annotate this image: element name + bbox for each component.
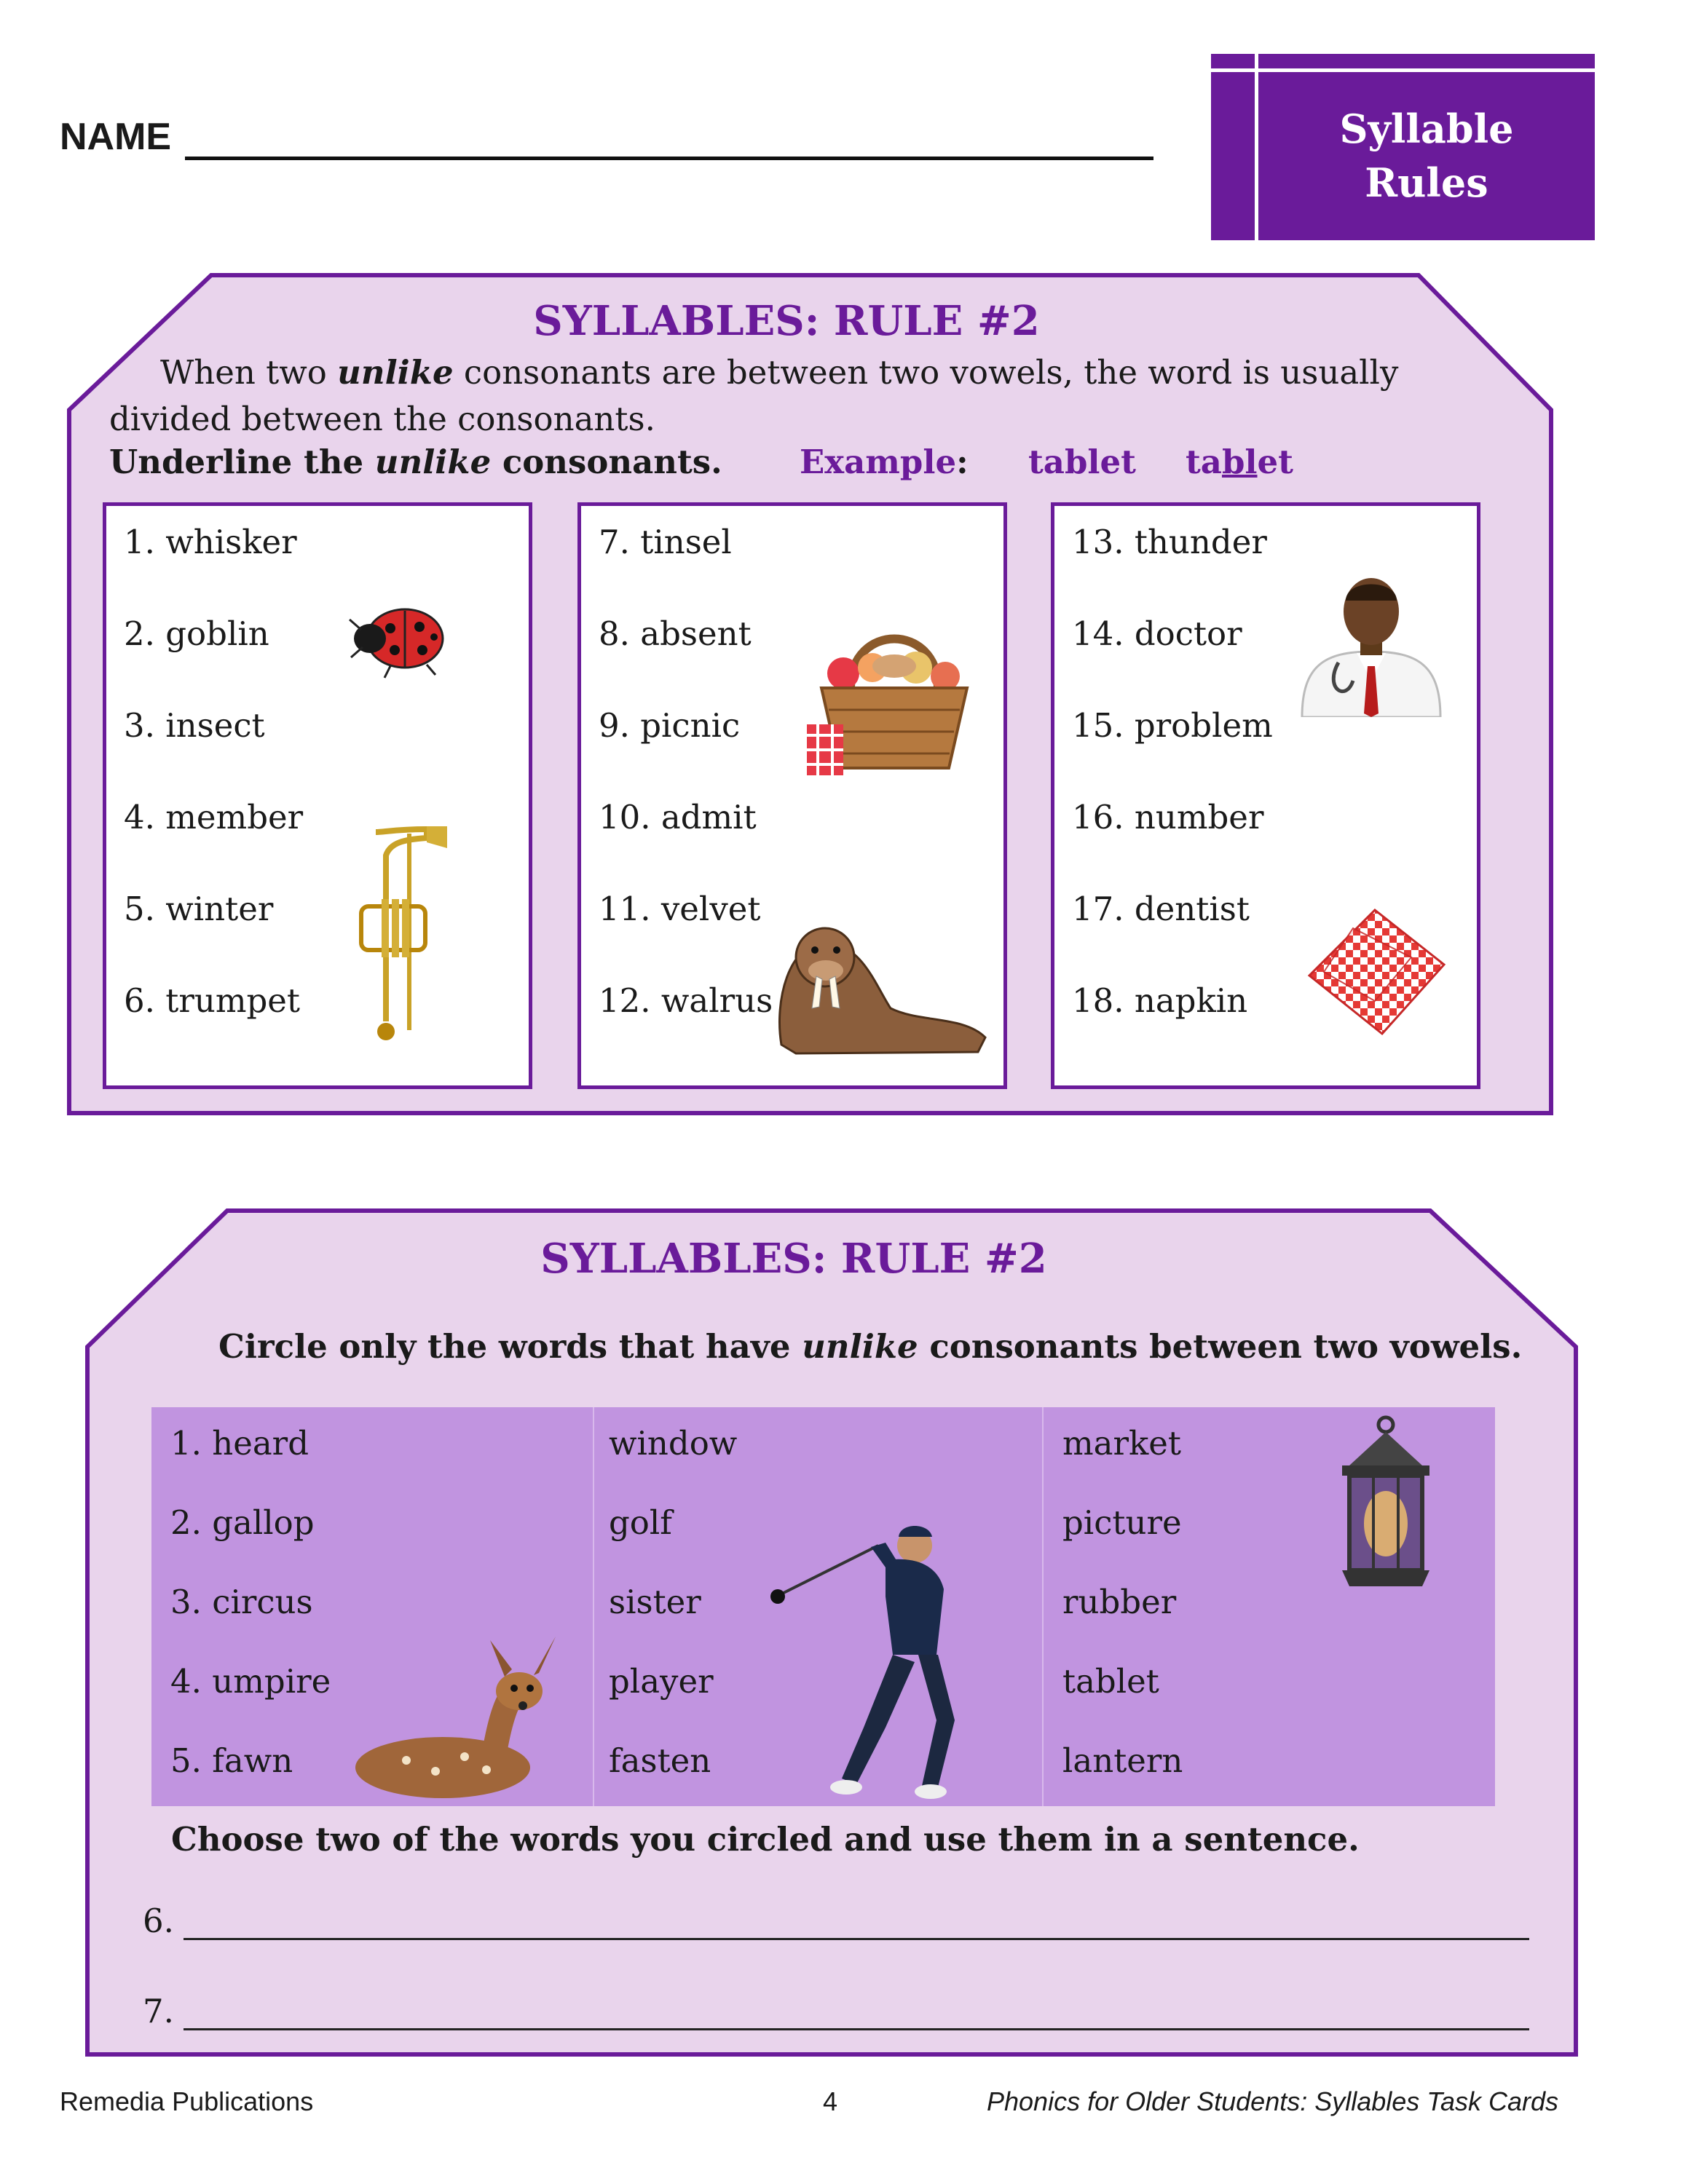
grid-word[interactable]: 2. gallop [170,1503,315,1542]
word-box-3 [1051,502,1480,1089]
name-label: NAME [60,116,172,158]
trumpet-image [339,826,456,1045]
grid-word[interactable]: 1. heard [170,1424,309,1463]
word-item[interactable]: 1. whisker [124,523,297,561]
word-item[interactable]: 5. winter [124,890,274,928]
grid-word[interactable]: 3. circus [170,1583,313,1621]
word-item[interactable]: 7. tinsel [599,523,732,561]
word-item[interactable]: 12. walrus [599,981,773,1020]
word-item[interactable]: 6. trumpet [124,981,301,1020]
underline-instruction: Underline the unlike consonants. [109,443,722,481]
grid-column-2 [593,1407,1044,1806]
grid-word[interactable]: tablet [1062,1662,1159,1701]
badge-line2: Rules [1365,159,1488,206]
example-word: tablet [1028,443,1136,481]
word-item[interactable]: 17. dentist [1072,890,1250,928]
grid-word[interactable]: fasten [609,1741,711,1780]
answer-6-line[interactable] [184,1938,1529,1940]
example-label: Example: [800,443,969,481]
word-item[interactable]: 4. member [124,798,304,836]
footer-book-title: Phonics for Older Students: Syllables Task Cards [987,2086,1559,2116]
grid-word[interactable]: window [609,1424,738,1463]
word-item[interactable]: 10. admit [599,798,757,836]
walrus-image [767,914,993,1059]
word-item[interactable]: 2. goblin [124,614,269,653]
answer-7-number: 7. [143,1992,174,2030]
answer-6-number: 6. [143,1902,174,1940]
grid-word[interactable]: rubber [1062,1583,1177,1621]
picnic-basket-image [800,615,989,783]
grid-word[interactable]: golf [609,1503,672,1542]
word-item[interactable]: 16. number [1072,798,1264,836]
word-item[interactable]: 14. doctor [1072,614,1242,653]
napkin-image [1302,906,1448,1037]
grid-word[interactable]: picture [1062,1503,1182,1542]
fawn-image [348,1633,567,1804]
ladybug-image [347,593,456,681]
footer-page-number: 4 [823,2086,838,2116]
answer-7-line[interactable] [184,2028,1529,2030]
grid-word[interactable]: market [1062,1424,1181,1463]
word-item[interactable]: 11. velvet [599,890,761,928]
grid-word[interactable]: 4. umpire [170,1662,331,1701]
grid-column-1 [151,1407,593,1806]
word-box-2 [577,502,1007,1089]
word-item[interactable]: 9. picnic [599,706,741,745]
word-box-1 [103,502,532,1089]
badge-line1: Syllable [1339,106,1514,152]
footer-publisher: Remedia Publications [60,2086,314,2116]
lantern-image [1320,1415,1451,1593]
word-item[interactable]: 3. insect [124,706,265,745]
circle-instruction: Circle only the words that have unlike consonants between two vowels. [218,1327,1523,1366]
grid-word[interactable]: 5. fawn [170,1741,293,1780]
doctor-image [1295,571,1448,717]
grid-column-3 [1042,1407,1496,1806]
golfer-image [769,1516,973,1808]
word-item[interactable]: 13. thunder [1072,523,1267,561]
grid-word[interactable]: player [609,1662,714,1701]
word-item[interactable]: 18. napkin [1072,981,1248,1020]
word-item[interactable]: 15. problem [1072,706,1273,745]
example-divided: tablet [1186,443,1293,481]
sentence-instruction: Choose two of the words you circled and use them in a sentence. [171,1820,1360,1859]
grid-word[interactable]: sister [609,1583,701,1621]
grid-word[interactable]: lantern [1062,1741,1183,1780]
word-grid [151,1407,1495,1806]
word-item[interactable]: 8. absent [599,614,752,653]
rule-text: When two unlike consonants are between two vowels, the word is usually divided between the consonants. [109,353,1399,438]
panel1-title: SYLLABLES: RULE #2 [533,297,1040,345]
panel2-title: SYLLABLES: RULE #2 [540,1235,1047,1283]
